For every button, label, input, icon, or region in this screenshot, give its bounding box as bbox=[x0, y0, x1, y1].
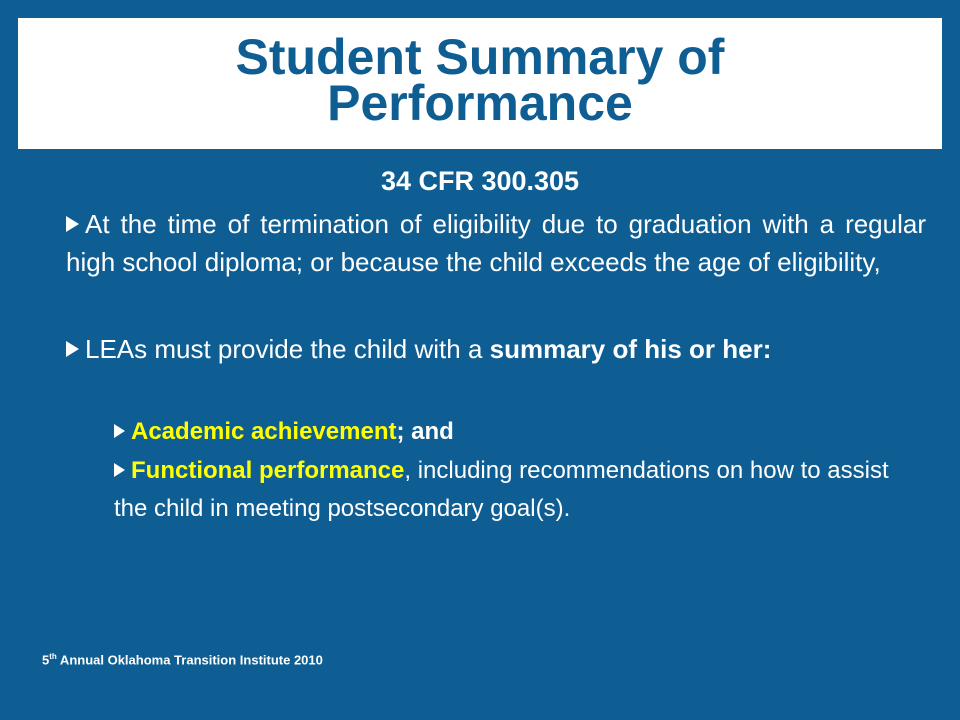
highlight-text: Functional performance bbox=[131, 457, 405, 484]
bullet-termination bbox=[66, 205, 926, 281]
footer-text: Annual Oklahoma Transition Institute 2010 bbox=[56, 652, 323, 668]
subbullet-text: , including recommendations on how to assist the child in meeting postsecondary goal(s). bbox=[114, 457, 889, 522]
arrow-bullet-icon bbox=[114, 424, 125, 438]
bullet-lea-summary bbox=[66, 328, 926, 370]
slide-subtitle: 34 CFR 300.305 bbox=[380, 166, 580, 196]
subbullet-functional bbox=[114, 452, 914, 528]
slide-footer bbox=[42, 652, 323, 667]
arrow-bullet-icon bbox=[66, 341, 79, 357]
footer-superscript: th bbox=[49, 652, 57, 661]
slide-title-line-2: Performance bbox=[327, 75, 633, 131]
bullet-text: At the time of termination of eligibility due to graduation with a regular high school diploma; or because the child exceeds the age of eligibility, bbox=[66, 209, 926, 277]
highlight-text: Academic achievement bbox=[131, 418, 397, 445]
bullet-bold-text: summary of his or her: bbox=[489, 334, 772, 364]
footer-number: 5 bbox=[42, 652, 50, 668]
arrow-bullet-icon bbox=[114, 463, 125, 477]
title-box bbox=[18, 18, 942, 149]
slide-title-line-1: Student Summary of bbox=[235, 29, 725, 85]
subbullet-academic bbox=[114, 414, 934, 450]
subbullet-text: ; and bbox=[396, 418, 454, 445]
bullet-text: LEAs must provide the child with a bbox=[85, 334, 490, 364]
arrow-bullet-icon bbox=[66, 216, 79, 232]
